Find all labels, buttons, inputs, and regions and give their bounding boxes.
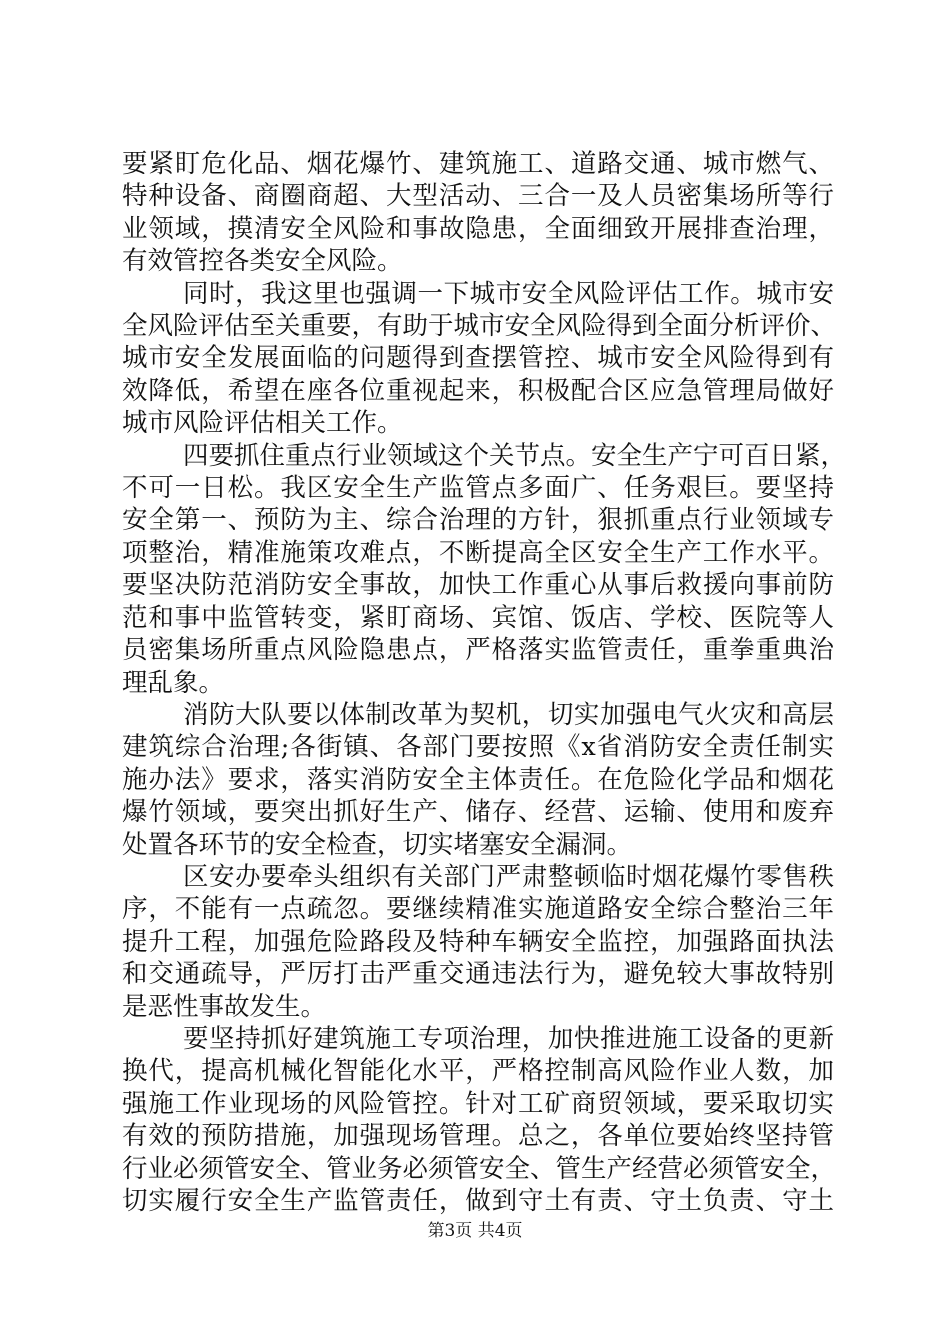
text-line: 业领域，摸清安全风险和事故隐患，全面细致开展排查治理， (122, 213, 834, 244)
text-line: 同时，我这里也强调一下城市安全风险评估工作。城市安 (183, 278, 834, 309)
text-line: 效降低，希望在座各位重视起来，积极配合区应急管理局做好 (122, 375, 834, 406)
text-line: 是恶性事故发生。 (122, 991, 327, 1022)
text-line: 和交通疏导，严厉打击严重交通违法行为，避免较大事故特别 (122, 959, 834, 990)
text-line: 不可一日松。我区安全生产监管点多面广、任务艰巨。要坚持 (122, 473, 834, 504)
text-line: 特种设备、商圈商超、大型活动、三合一及人员密集场所等行 (122, 181, 834, 212)
text-line: 范和事中监管转变，紧盯商场、宾馆、饭店、学校、医院等人 (122, 602, 834, 633)
text-line: 区安办要牵头组织有关部门严肃整顿临时烟花爆竹零售秩 (183, 861, 834, 892)
text-line: 要紧盯危化品、烟花爆竹、建筑施工、道路交通、城市燃气、 (122, 149, 834, 179)
text-line: 处置各环节的安全检查，切实堵塞安全漏洞。 (122, 829, 633, 860)
text-line: 城市风险评估相关工作。 (122, 408, 403, 439)
text-line: 四要抓住重点行业领域这个关节点。安全生产宁可百日紧， (183, 440, 847, 471)
text-line: 序，不能有一点疏忽。要继续精准实施道路安全综合整治三年 (122, 894, 834, 925)
text-line: 换代，提高机械化智能化水平，严格控制高风险作业人数，加 (122, 1056, 834, 1087)
text-line: 城市安全发展面临的问题得到查摆管控、城市安全风险得到有 (122, 343, 834, 374)
text-line: 消防大队要以体制改革为契机，切实加强电气火灾和高层 (183, 699, 834, 730)
text-line: 行业必须管安全、管业务必须管安全、管生产经营必须管安全， (122, 1153, 837, 1184)
text-line: 项整治，精准施策攻难点，不断提高全区安全生产工作水平。 (122, 537, 834, 568)
text-line: 提升工程，加强危险路段及特种车辆安全监控，加强路面执法 (122, 926, 834, 957)
text-line: 有效的预防措施，加强现场管理。总之，各单位要始终坚持管 (122, 1121, 834, 1152)
text-line: 爆竹领域，要突出抓好生产、储存、经营、运输、使用和废弃 (122, 797, 834, 828)
text-line: 员密集场所重点风险隐患点，严格落实监管责任，重拳重典治 (122, 635, 834, 666)
text-line: 强施工作业现场的风险管控。针对工矿商贸领域，要采取切实 (122, 1088, 834, 1119)
text-line: 切实履行安全生产监管责任，做到守土有责、守土负责、守土 (122, 1186, 834, 1216)
body-text (122, 148, 847, 1217)
text-line: 施办法》要求，落实消防安全主体责任。在危险化学品和烟花 (122, 764, 834, 795)
text-line: 要坚持抓好建筑施工专项治理，加快推进施工设备的更新 (183, 1023, 834, 1054)
text-line: 建筑综合治理;各街镇、各部门要按照《x省消防安全责任制实 (122, 732, 834, 763)
text-line: 全风险评估至关重要，有助于城市安全风险得到全面分析评价、 (122, 311, 837, 342)
page-number-footer: 第3页 共4页 (427, 1221, 523, 1241)
text-line: 理乱象。 (122, 667, 225, 698)
text-line: 有效管控各类安全风险。 (122, 246, 403, 277)
text-line: 安全第一、预防为主、综合治理的方针，狠抓重点行业领域专 (122, 505, 834, 536)
text-line: 要坚决防范消防安全事故，加快工作重心从事后救援向事前防 (122, 570, 834, 601)
